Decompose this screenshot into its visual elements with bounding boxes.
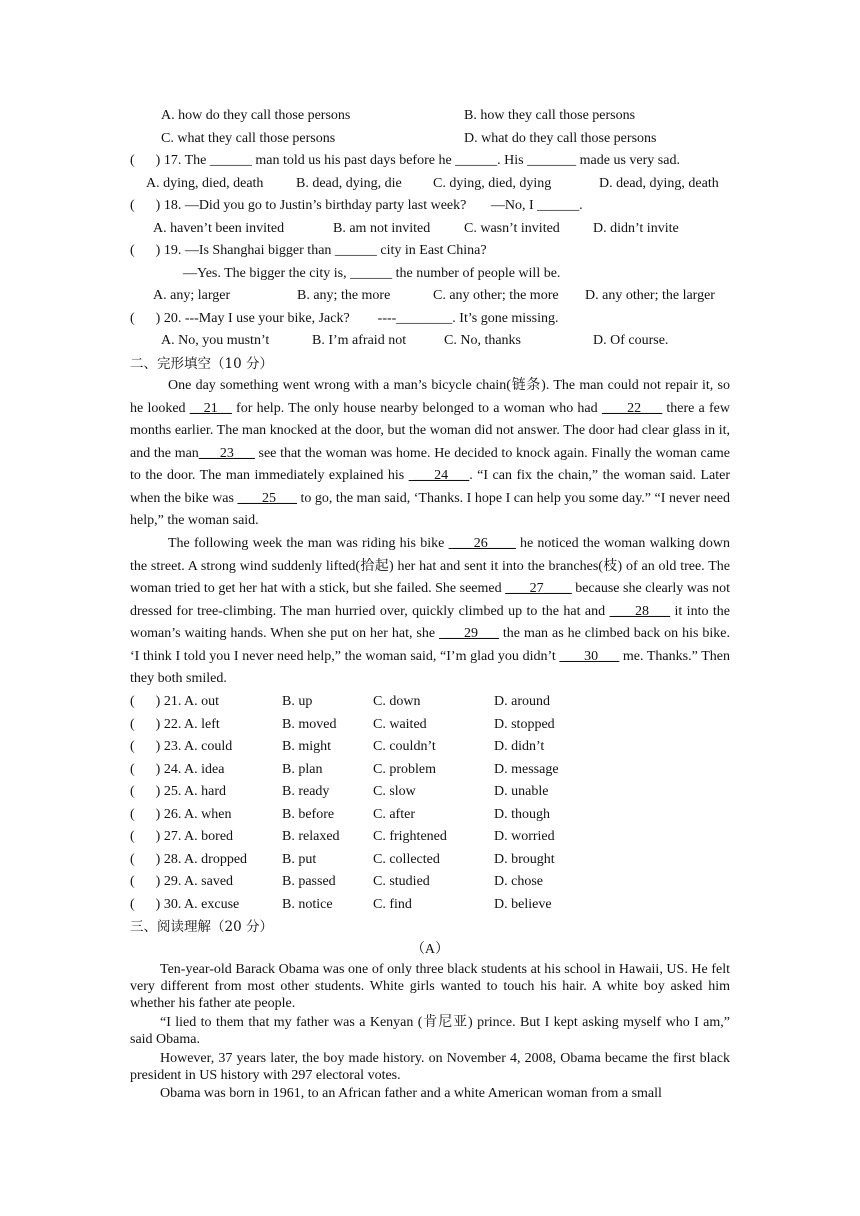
blank-26: ___26____ — [448, 536, 516, 551]
option-26-c: C. after — [373, 807, 415, 822]
section-3-heading: 三、阅读理解（20 分） — [130, 919, 273, 935]
q19-option-a: A. any; larger — [153, 288, 231, 303]
cloze-p1-text-2: for help. The only house nearby belonged to a woman who had — [231, 400, 602, 416]
q20-option-b: B. I’m afraid not — [312, 333, 407, 348]
q20-option-a: A. No, you mustn’t — [161, 333, 270, 348]
option-23-a: ( ) 23. A. could — [130, 739, 233, 754]
cloze-p2-text-1: The following week the man was riding his bike — [168, 536, 449, 551]
q17-option-b: B. dead, dying, die — [296, 176, 402, 191]
reading-paragraph-3 — [130, 1050, 730, 1084]
passage-a-label: （A） — [410, 942, 450, 957]
section-2-heading: 二、完形填空（10 分） — [130, 356, 273, 372]
option-25-c: C. slow — [373, 784, 416, 799]
cloze-p1-text-3: there a few months earlier. The man knocked at the door, but the woman did not answer. The door had clear glass in it, and the man — [130, 400, 730, 461]
option-28-b: B. put — [282, 852, 317, 867]
q18-option-a: A. haven’t been invited — [153, 221, 285, 236]
q19-option-d: D. any other; the larger — [585, 288, 715, 303]
q17-option-c: C. dying, died, dying — [433, 176, 552, 191]
blank-24: ___24___ — [408, 468, 470, 483]
q18-option-c: C. wasn’t invited — [464, 221, 560, 236]
option-27-a: ( ) 27. A. bored — [130, 829, 234, 844]
cloze-p1-text-5: . “I can fix the chain,” the woman said. Later when the bike was — [130, 468, 731, 506]
q17-option-d: D. dead, dying, death — [599, 176, 719, 191]
q16-option-b: B. how they call those persons — [464, 108, 636, 123]
option-26-b: B. before — [282, 807, 335, 822]
blank-22: ___22___ — [601, 400, 663, 416]
blank-25: ___25___ — [237, 490, 297, 506]
option-25-a: ( ) 25. A. hard — [130, 784, 227, 799]
reading-paragraph-1 — [130, 961, 730, 1012]
option-27-c: C. frightened — [373, 829, 447, 844]
reading-p1-text: Ten-year-old Barack Obama was one of only three black students at his school in Hawaii, US. He felt very different from most other students. White girls wanted to touch his hair. A white boy asked him whether his father ate people. — [130, 962, 730, 1011]
cloze-p2-text-2: he noticed the woman walking down the street. A strong wind suddenly lifted(拾起) her hat and sent it into the branches(枝) of an old tree. The woman tried to get her hat with a stick, but she failed. She seemed — [130, 536, 731, 596]
option-30-d: D. believe — [494, 897, 552, 912]
blank-29: ___29___ — [439, 626, 499, 641]
option-29-b: B. passed — [282, 874, 336, 889]
option-22-c: C. waited — [373, 717, 427, 732]
q16-option-c: C. what they call those persons — [161, 131, 336, 146]
option-26-d: D. though — [494, 807, 550, 822]
blank-28: ___28___ — [609, 603, 671, 619]
reading-p3-text: However, 37 years later, the boy made history. on November 4, 2008, Obama became the first black president in US history with 297 electoral votes. — [130, 1051, 730, 1083]
option-30-b: B. notice — [282, 897, 333, 912]
option-27-d: D. worried — [494, 829, 555, 844]
option-21-a: ( ) 21. A. out — [130, 694, 220, 709]
option-24-d: D. message — [494, 762, 559, 777]
reading-paragraph-2 — [130, 1014, 730, 1048]
option-22-d: D. stopped — [494, 717, 555, 732]
option-21-b: B. up — [282, 694, 313, 709]
q16-option-a: A. how do they call those persons — [161, 108, 351, 123]
blank-21: __21__ — [189, 400, 232, 416]
option-24-a: ( ) 24. A. idea — [130, 762, 225, 777]
option-25-d: D. unable — [494, 784, 549, 799]
cloze-p1-text-1: One day something went wrong with a man’s bicycle chain(链条). The man could not repair it, so he looked — [130, 378, 730, 416]
option-28-d: D. brought — [494, 852, 555, 867]
q18-option-b: B. am not invited — [333, 221, 431, 236]
option-27-b: B. relaxed — [282, 829, 340, 844]
reading-p4-text: Obama was born in 1961, to an African father and a white American woman from a small — [160, 1086, 662, 1101]
option-28-c: C. collected — [373, 852, 440, 867]
cloze-p1-text-6: to go, the man said, ‘Thanks. I hope I can help you some day.” “I never need help,” the woman said. — [130, 490, 730, 528]
q20-option-d: D. Of course. — [593, 333, 669, 348]
question-18-stem: ( ) 18. —Did you go to Justin’s birthday party last week? —No, I ______. — [130, 198, 583, 213]
option-22-b: B. moved — [282, 717, 337, 732]
option-24-b: B. plan — [282, 762, 323, 777]
question-17-stem: ( ) 17. The ______ man told us his past days before he ______. His _______ made us very sad. — [130, 153, 680, 168]
q16-option-d: D. what do they call those persons — [464, 131, 657, 146]
option-21-d: D. around — [494, 694, 550, 709]
cloze-p2-text-4: it into the woman’s waiting hands. When she put on her hat, she — [130, 603, 731, 641]
option-24-c: C. problem — [373, 762, 436, 777]
blank-27: ___27____ — [505, 581, 572, 596]
reading-paragraph-4 — [130, 1085, 730, 1102]
option-25-b: B. ready — [282, 784, 330, 799]
option-30-a: ( ) 30. A. excuse — [130, 897, 240, 912]
q20-option-c: C. No, thanks — [444, 333, 521, 348]
cloze-p2-text-6: me. Thanks.” Then they both smiled. — [130, 648, 730, 686]
question-19-stem: ( ) 19. —Is Shanghai bigger than ______ city in East China? — [130, 243, 487, 258]
cloze-p1-text-4: see that the woman was home. He decided to knock again. Finally the woman came to the door. The man immediately explained his — [130, 445, 731, 483]
reading-p2-text: “I lied to them that my father was a Kenyan (肯尼亚) prince. But I kept asking myself who I am,” said Obama. — [130, 1015, 730, 1047]
option-23-b: B. might — [282, 739, 332, 754]
option-28-a: ( ) 28. A. dropped — [130, 852, 248, 867]
option-21-c: C. down — [373, 694, 421, 709]
question-19-stem2: —Yes. The bigger the city is, ______ the number of people will be. — [183, 266, 561, 281]
q19-option-c: C. any other; the more — [433, 288, 559, 303]
blank-23: ___23___ — [198, 445, 255, 461]
q17-option-a: A. dying, died, death — [146, 176, 264, 191]
option-23-c: C. couldn’t — [373, 739, 436, 754]
option-30-c: C. find — [373, 897, 412, 912]
q19-option-b: B. any; the more — [297, 288, 391, 303]
cloze-paragraph-1 — [130, 375, 730, 533]
option-22-a: ( ) 22. A. left — [130, 717, 220, 732]
option-23-d: D. didn’t — [494, 739, 545, 754]
option-29-a: ( ) 29. A. saved — [130, 874, 234, 889]
q18-option-d: D. didn’t invite — [593, 221, 679, 236]
option-29-c: C. studied — [373, 874, 430, 889]
question-20-stem: ( ) 20. ---May I use your bike, Jack? ----________. It’s gone missing. — [130, 311, 559, 326]
blank-30: ___30___ — [559, 648, 620, 664]
option-26-a: ( ) 26. A. when — [130, 807, 232, 822]
option-29-d: D. chose — [494, 874, 543, 889]
cloze-p2-text-3: because she clearly was not dressed for tree-climbing. The man hurried over, quickly climbed up to the hat and — [130, 581, 731, 619]
cloze-paragraph-2 — [130, 533, 730, 691]
cloze-p2-text-5: the man as he climbed back on his bike. ‘I think I told you I never need help,” the woman said, “I’m glad you didn’t — [130, 626, 731, 664]
